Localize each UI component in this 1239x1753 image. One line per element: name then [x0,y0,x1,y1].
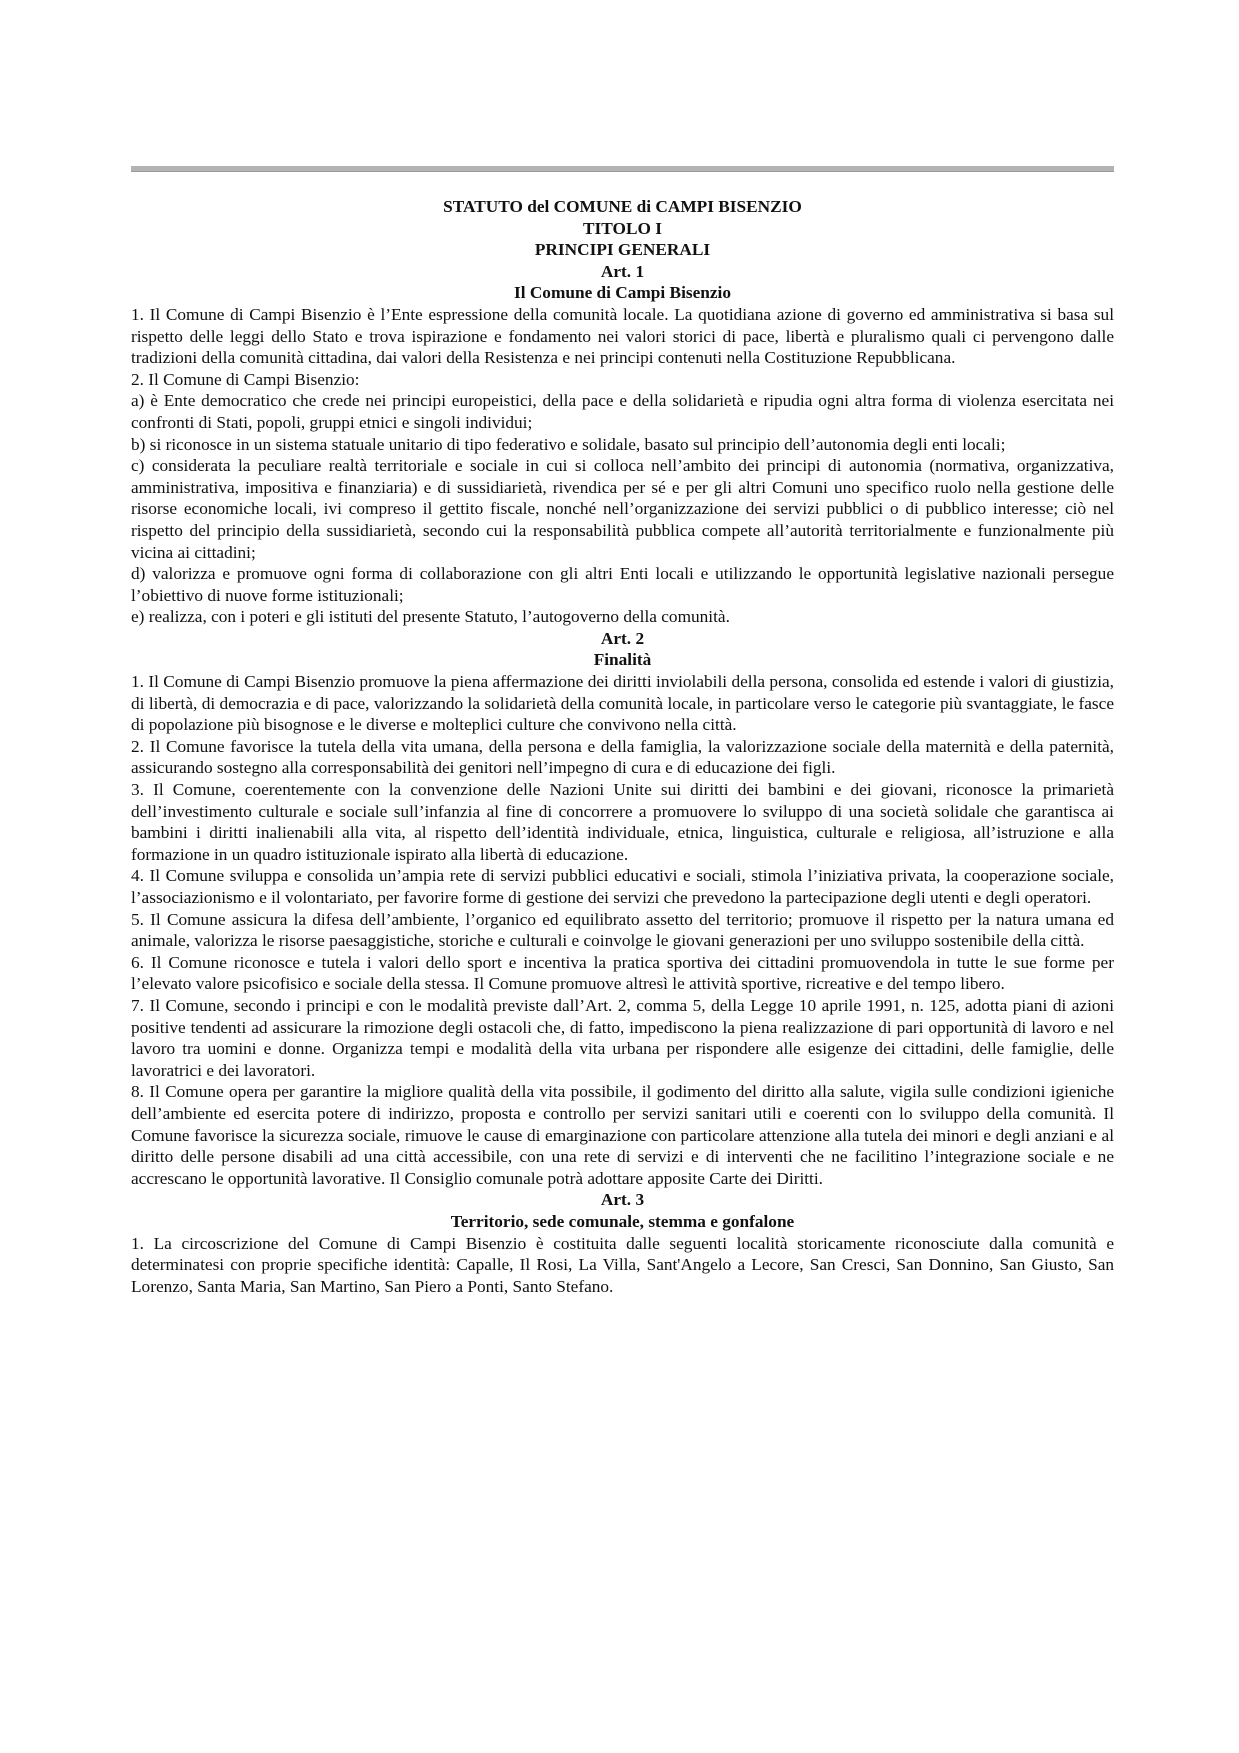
art2-paragraph-5: 5. Il Comune assicura la difesa dell’ambiente, l’organico ed equilibrato assetto del territorio; promuove il rispetto per la natura umana ed animale, valorizza le risorse paesaggistiche, storiche e culturali e coinvolge le giovani generazioni per uno sviluppo sostenibile della città. [131,909,1114,951]
art1-item-b: b) si riconosce in un sistema statuale unitario di tipo federativo e solidale, basato sul principio dell’autonomia degli enti locali; [131,434,1006,454]
art1-item-e: e) realizza, con i poteri e gli istituti del presente Statuto, l’autogoverno della comunità. [131,607,730,627]
header-rule [131,166,1114,172]
art1-item-d: d) valorizza e promuove ogni forma di collaborazione con gli altri Enti locali e utilizzando le opportunità legislative nazionali persegue l’obiettivo di nuove forme istituzionali; [131,564,1114,605]
art1-heading: Il Comune di Campi Bisenzio [513,283,731,303]
art2-paragraph-4: 4. Il Comune sviluppa e consolida un’ampia rete di servizi pubblici educativi e sociali, stimola l’iniziativa privata, la cooperazione sociale, l’associazionismo e il volontariato, per favorire forme di gestione dei servizi che prevedono la partecipazione degli utenti e degli operatori. [131,866,1114,907]
titolo-number: TITOLO I [583,218,662,238]
art2-paragraph-1: 1. Il Comune di Campi Bisenzio promuove la piena affermazione dei diritti inviolabili della persona, consolida ed estende i valori di giustizia, di libertà, di democrazia e di pace, valorizzando la solidarietà della comunità locale, in particolare verso le categorie più svantaggiate, le fasce di popolazione più bisognose e le diverse e molteplici culture che convivono nella città. [131,672,1114,735]
art1-number: Art. 1 [600,261,645,281]
art2-paragraph-2: 2. Il Comune favorisce la tutela della vita umana, della persona e della famiglia, la valorizzazione sociale della maternità e della paternità, assicurando sostegno alla corresponsabilità dei genitori nell’impegno di cura e di educazione dei figli. [131,736,1114,778]
titolo-name: PRINCIPI GENERALI [534,240,711,260]
art1-item-c: c) considerata la peculiare realtà territoriale e sociale in cui si colloca nell’ambito dei principi di autonomia (normativa, organizzativa, amministrativa, impositiva e finanziaria) e di sussidiarietà, rivendica per sé e per gli altri Comuni uno specifico ruolo nella gestione delle risorse economiche locali, ivi compreso il gettito fiscale, nonché nell’organizzazione dei servizi pubblici o di pubblico interesse; ciò nel rispetto del principio della sussidiarietà, secondo cui la responsabilità pubblica compete all’autorità territorialmente e funzionalmente più vicina ai cittadini; [131,456,1114,562]
art3-heading: Territorio, sede comunale, stemma e gonfalone [450,1211,795,1231]
art2-paragraph-6: 6. Il Comune riconosce e tutela i valori dello sport e incentiva la pratica sportiva dei cittadini promuovendola in tutte le sue forme per l’elevato valore psicofisico e sociale della stessa. Il Comune promuove altresì le attività sportive, ricreative e del tempo libero. [131,952,1114,994]
art3-paragraph-1: 1. La circoscrizione del Comune di Campi Bisenzio è costituita dalle seguenti località storicamente riconosciute dalla comunità e determinatesi con proprie specifiche identità: Capalle, Il Rosi, La Villa, Sant'Angelo a Lecore, San Cresci, San Donnino, San Giusto, San Lorenzo, Santa Maria, San Martino, San Piero a Ponti, Santo Stefano. [131,1233,1114,1296]
document-title: STATUTO del COMUNE di CAMPI BISENZIO [443,197,802,216]
document-body [131,196,1114,1297]
art2-paragraph-8: 8. Il Comune opera per garantire la migliore qualità della vita possibile, il godimento del diritto alla salute, vigila sulle condizioni igieniche dell’ambiente ed esercita potere di indirizzo, proposta e controllo per servizi sanitari utili e coerenti con lo sviluppo della comunità. Il Comune favorisce la sicurezza sociale, rimuove le cause di emarginazione con particolare attenzione alla tutela dei minori e degli anziani e al diritto delle persone disabili ad una città accessibile, con una rete di servizi e di interventi che ne facilitino l’integrazione sociale e ne accrescano le opportunità lavorative. Il Consiglio comunale potrà adottare apposite Carte dei Diritti. [131,1082,1114,1188]
art2-paragraph-7: 7. Il Comune, secondo i principi e con le modalità previste dall’Art. 2, comma 5, della Legge 10 aprile 1991, n. 125, adotta piani di azioni positive tendenti ad assicurare la rimozione degli ostacoli che, di fatto, impediscono la piena realizzazione di pari opportunità di lavoro e nel lavoro tra uomini e donne. Organizza tempi e modalità della vita urbana per rispondere alle esigenze dei cittadini, delle famiglie, delle lavoratrici e dei lavoratori. [131,995,1114,1080]
art1-paragraph-1: 1. Il Comune di Campi Bisenzio è l’Ente espressione della comunità locale. La quotidiana azione di governo ed amministrativa si basa sul rispetto delle leggi dello Stato e trova ispirazione e fondamento nei valori storici di pace, libertà e pluralismo quali ci pervengono dalle tradizioni della comunità cittadina, dai valori della Resistenza e nei principi contenuti nella Costituzione Repubblicana. [131,304,1114,368]
art2-number: Art. 2 [600,628,645,648]
art3-number: Art. 3 [600,1190,645,1210]
art1-paragraph-2: 2. Il Comune di Campi Bisenzio: [131,369,360,389]
art2-paragraph-3: 3. Il Comune, coerentemente con la convenzione delle Nazioni Unite sui diritti dei bambini e dei giovani, riconosce la primarietà dell’investimento culturale e sociale sull’infanzia al fine di concorrere a promuovere lo sviluppo di una società solidale che garantisca ai bambini i diritti inalienabili alla vita, al rispetto dell’identità individuale, etnica, linguistica, culturale e religiosa, all’istruzione e alla formazione in un quadro istituzionale ispirato alla libertà di educazione. [131,780,1114,864]
art2-heading: Finalità [593,650,652,670]
art1-item-a: a) è Ente democratico che crede nei principi europeistici, della pace e della solidarietà e ripudia ogni altra forma di violenza esercitata nei confronti di Stati, popoli, gruppi etnici e singoli individui; [131,391,1114,432]
